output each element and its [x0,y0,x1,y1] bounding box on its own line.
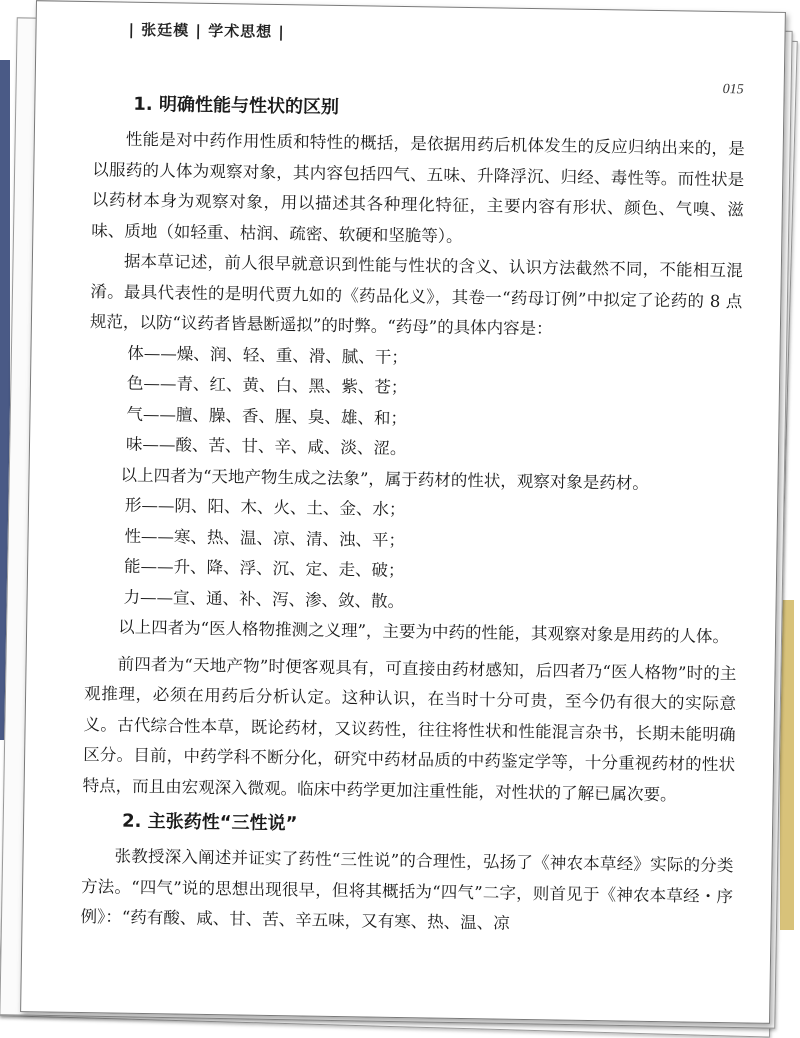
section-heading-2: 2. 主张药性“三性说” [121,810,298,835]
list-item: 味——酸、苦、甘、辛、咸、淡、涩。 [125,434,407,459]
page-content [80,90,745,943]
list-item: 气——膻、臊、香、腥、臭、雄、和； [126,404,408,428]
book-page [20,0,786,1024]
paragraph: 性能是对中药作用性质和特性的概括，是依据用药后机体发生的反应归纳出来的，是以服药的人体为观察对象，其内容包括四气、五味、升降浮沉、归经、毒性等。而性状是以药材本身为观察对象，用以描述其各种理化特征，主要内容有形状、颜色、气嗅、滋味、质地（如轻重、枯润、疏密、软硬和坚脆等）。 [91,129,745,246]
property-list-2 [85,490,739,622]
paragraph: 张教授深入阐述并证实了药性“三性说”的合理性，弘扬了《神农本草经》实际的分类方法。“四气”说的思想出现很早，但将其概括为“四气”二字，则首见于《神农本草经・序例》：“药有酸、咸、甘、苦、辛五味，又有寒、热、温、凉 [80,846,734,933]
list-item: 性——寒、热、温、凉、清、浊、平； [124,526,406,550]
list-item: 形——阴、阳、木、火、土、金、水； [124,495,406,520]
section-heading-1: 1. 明确性能与性状的区别 [133,93,340,118]
page-number: 015 [722,81,744,98]
paragraph: 以上四者为“医人格物推测之义理”，主要为中药的性能，其观察对象是用药的人体。 [118,617,730,647]
list-item: 色——青、红、黄、白、黑、紫、苍； [126,373,408,398]
paragraph: 以上四者为“天地产物生成之法象”，属于药材的性状，观察对象是药材。 [120,465,650,493]
running-head: | 张廷模 | 学术思想 | [128,20,285,42]
list-item: 能——升、降、浮、沉、定、走、破； [123,556,405,581]
paragraph: 据本草记述，前人很早就意识到性能与性状的含义、认识方法截然不同，不能相互混淆。最具代表性的是明代贾九如的《药品化义》，其卷一“药母订例”中拟定了论药的 8 点规范，以防“议药者皆悬断遥拟”的时弊。“药母”的具体内容是： [89,251,743,339]
book-edge-right [780,600,794,930]
list-item: 力——宣、通、补、泻、渗、敛、散。 [123,587,405,611]
list-item: 体——燥、润、轻、重、滑、腻、干； [127,343,409,367]
paragraph: 前四者为“天地产物”时便客观具有，可直接由药材感知，后四者乃“医人格物”时的主观推理，必须在用药后分析认定。这种认识，在当时十分可贵，至今仍有很大的实际意义。古代综合性本草，既论药材，又议药性，往往将性状和性能混言杂书，长期未能明确区分。目前，中药学科不断分化，研究中药材品质的中药鉴定学等，十分重视药材的性状特点，而且由宏观深入微观。临床中药学更加注重性能，对性状的了解已属次要。 [82,654,737,804]
property-list-1 [88,338,742,470]
